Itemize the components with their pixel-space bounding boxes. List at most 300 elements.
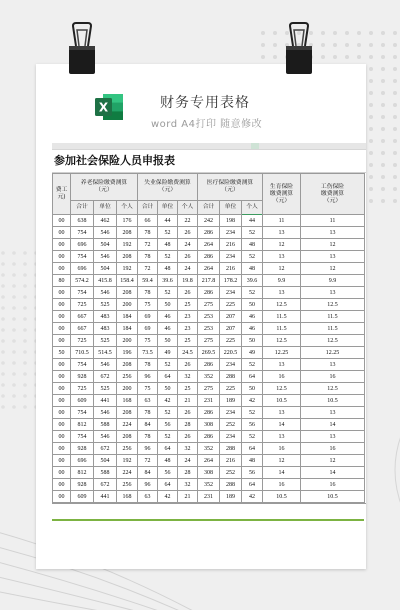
accent-bar	[52, 519, 364, 521]
table-cell[interactable]: 189	[220, 491, 242, 503]
column-header-strip	[52, 143, 366, 150]
table-cell[interactable]: 56	[158, 419, 178, 431]
table-cell[interactable]: 00	[53, 263, 71, 275]
table-cell[interactable]: 50	[158, 383, 178, 395]
table-cell[interactable]: 26	[178, 359, 198, 371]
table-cell[interactable]: 52	[158, 227, 178, 239]
table-cell[interactable]: 253	[198, 323, 220, 335]
table-cell[interactable]: 52	[242, 359, 263, 371]
table-cell[interactable]: 52	[242, 407, 263, 419]
table-cell[interactable]: 269.5	[198, 347, 220, 359]
table-cell[interactable]: 14	[263, 467, 301, 479]
table-cell[interactable]: 754	[71, 359, 94, 371]
table-cell[interactable]: 52	[242, 251, 263, 263]
table-cell[interactable]: 78	[138, 431, 158, 443]
document-paper	[36, 64, 366, 569]
table-cell[interactable]: 754	[71, 431, 94, 443]
table-cell[interactable]: 242	[198, 215, 220, 227]
table-cell[interactable]: 504	[94, 263, 117, 275]
table-cell[interactable]: 52	[242, 431, 263, 443]
table-cell[interactable]: 208	[117, 359, 138, 371]
table-cell[interactable]: 504	[94, 239, 117, 251]
excel-logo-icon	[94, 92, 124, 122]
table-cell[interactable]: 231	[198, 491, 220, 503]
table-cell[interactable]: 52	[158, 407, 178, 419]
table-cell[interactable]: 200	[117, 335, 138, 347]
table-cell[interactable]: 754	[71, 407, 94, 419]
table-cell[interactable]: 252	[220, 419, 242, 431]
table-cell[interactable]: 00	[53, 227, 71, 239]
table-cell[interactable]: 264	[198, 263, 220, 275]
header-pension: 养老保险缴费测算 （元）	[71, 174, 138, 201]
table-cell[interactable]: 00	[53, 467, 71, 479]
table-cell[interactable]: 12.5	[263, 335, 301, 347]
table-cell[interactable]: 50	[158, 299, 178, 311]
table-cell[interactable]: 00	[53, 371, 71, 383]
table-cell[interactable]: 184	[117, 311, 138, 323]
table-cell[interactable]: 546	[94, 407, 117, 419]
subheader-cell: 个人	[178, 201, 198, 215]
table-cell[interactable]: 64	[242, 479, 263, 491]
table-cell[interactable]: 48	[158, 455, 178, 467]
table-cell[interactable]: 48	[158, 239, 178, 251]
table-cell[interactable]: 9.9	[263, 275, 301, 287]
table-cell[interactable]: 16	[263, 371, 301, 383]
table-cell[interactable]: 16	[263, 443, 301, 455]
table-cell[interactable]: 26	[178, 227, 198, 239]
table-cell[interactable]: 50	[53, 347, 71, 359]
table-cell[interactable]: 12	[263, 455, 301, 467]
table-cell[interactable]: 224	[117, 467, 138, 479]
table-cell[interactable]: 50	[242, 299, 263, 311]
subheader-cell-selected[interactable]: 个人	[242, 201, 263, 215]
table-cell[interactable]: 64	[242, 371, 263, 383]
table-cell[interactable]: 192	[117, 239, 138, 251]
table-cell[interactable]: 574.2	[71, 275, 94, 287]
table-cell[interactable]: 158.4	[117, 275, 138, 287]
table-cell[interactable]: 13	[263, 407, 301, 419]
table-cell[interactable]: 32	[178, 479, 198, 491]
table-cell[interactable]: 12	[301, 239, 365, 251]
table-cell[interactable]: 234	[220, 407, 242, 419]
table-cell[interactable]: 00	[53, 479, 71, 491]
table-cell[interactable]: 208	[117, 431, 138, 443]
table-cell[interactable]: 231	[198, 395, 220, 407]
table-cell[interactable]: 00	[53, 491, 71, 503]
table-cell[interactable]: 00	[53, 323, 71, 335]
table-cell[interactable]: 812	[71, 419, 94, 431]
table-cell[interactable]: 24	[178, 239, 198, 251]
table-cell[interactable]: 96	[138, 371, 158, 383]
table-cell[interactable]: 234	[220, 287, 242, 299]
table-cell[interactable]: 196	[117, 347, 138, 359]
table-cell[interactable]: 672	[94, 371, 117, 383]
table-cell[interactable]: 525	[94, 383, 117, 395]
table-cell[interactable]: 308	[198, 419, 220, 431]
table-cell[interactable]: 415.8	[94, 275, 117, 287]
table-cell[interactable]: 14	[301, 467, 365, 479]
table-cell[interactable]: 207	[220, 311, 242, 323]
table-cell[interactable]: 207	[220, 323, 242, 335]
table-cell[interactable]: 11.5	[263, 311, 301, 323]
table-cell[interactable]: 638	[71, 215, 94, 227]
table-cell[interactable]: 26	[178, 431, 198, 443]
table-cell[interactable]: 56	[242, 419, 263, 431]
table-cell[interactable]: 42	[242, 395, 263, 407]
table-cell[interactable]: 216	[220, 239, 242, 251]
table-cell[interactable]: 352	[198, 443, 220, 455]
table-cell[interactable]: 52	[242, 287, 263, 299]
table-row	[53, 443, 365, 455]
table-cell[interactable]: 609	[71, 395, 94, 407]
table-cell[interactable]: 64	[242, 443, 263, 455]
table-cell[interactable]: 198	[220, 215, 242, 227]
document-subtitle: word A4打印 随意修改	[151, 119, 263, 130]
table-cell[interactable]: 208	[117, 287, 138, 299]
table-cell[interactable]: 72	[138, 455, 158, 467]
table-cell[interactable]: 546	[94, 227, 117, 239]
table-cell[interactable]: 00	[53, 455, 71, 467]
table-cell[interactable]: 275	[198, 335, 220, 347]
table-cell[interactable]: 26	[178, 287, 198, 299]
table-cell[interactable]: 288	[220, 479, 242, 491]
table-cell[interactable]: 48	[158, 263, 178, 275]
table-cell[interactable]: 441	[94, 395, 117, 407]
table-cell[interactable]: 252	[220, 467, 242, 479]
table-cell[interactable]: 234	[220, 227, 242, 239]
table-cell[interactable]: 16	[301, 443, 365, 455]
table-cell[interactable]: 42	[242, 491, 263, 503]
table-cell[interactable]: 12.5	[263, 383, 301, 395]
table-cell[interactable]: 25	[178, 335, 198, 347]
table-cell[interactable]: 00	[53, 251, 71, 263]
table-cell[interactable]: 754	[71, 227, 94, 239]
table-cell[interactable]: 546	[94, 359, 117, 371]
table-cell[interactable]: 64	[158, 443, 178, 455]
table-cell[interactable]: 52	[158, 431, 178, 443]
table-cell[interactable]: 00	[53, 359, 71, 371]
table-cell[interactable]: 13	[263, 251, 301, 263]
table-cell[interactable]: 75	[138, 299, 158, 311]
table-cell[interactable]: 10.5	[263, 395, 301, 407]
table-cell[interactable]: 10.5	[263, 491, 301, 503]
table-cell[interactable]: 667	[71, 311, 94, 323]
table-cell[interactable]: 84	[138, 467, 158, 479]
table-cell[interactable]: 928	[71, 443, 94, 455]
table-cell[interactable]: 234	[220, 251, 242, 263]
table-cell[interactable]: 9.9	[301, 275, 365, 287]
table-cell[interactable]: 13	[301, 407, 365, 419]
table-cell[interactable]: 00	[53, 443, 71, 455]
table-cell[interactable]: 12.5	[301, 335, 365, 347]
table-cell[interactable]: 672	[94, 479, 117, 491]
table-cell[interactable]: 13	[301, 359, 365, 371]
table-cell[interactable]: 12	[263, 239, 301, 251]
table-cell[interactable]: 49	[242, 347, 263, 359]
table-cell[interactable]: 69	[138, 311, 158, 323]
table-cell[interactable]: 672	[94, 443, 117, 455]
table-cell[interactable]: 525	[94, 335, 117, 347]
table-cell[interactable]: 225	[220, 335, 242, 347]
table-cell[interactable]: 12.25	[263, 347, 301, 359]
table-cell[interactable]: 50	[242, 383, 263, 395]
table-cell[interactable]: 264	[198, 239, 220, 251]
table-cell[interactable]: 483	[94, 311, 117, 323]
table-cell[interactable]: 26	[178, 251, 198, 263]
table-cell[interactable]: 216	[220, 263, 242, 275]
table-cell[interactable]: 256	[117, 371, 138, 383]
table-cell[interactable]: 48	[242, 239, 263, 251]
table-cell[interactable]: 00	[53, 431, 71, 443]
table-cell[interactable]: 39.6	[158, 275, 178, 287]
table-cell[interactable]: 812	[71, 467, 94, 479]
table-cell[interactable]: 24.5	[178, 347, 198, 359]
table-cell[interactable]: 52	[158, 287, 178, 299]
table-cell[interactable]: 28	[178, 419, 198, 431]
table-cell[interactable]: 200	[117, 383, 138, 395]
table-cell[interactable]: 286	[198, 431, 220, 443]
table-cell[interactable]: 13	[301, 251, 365, 263]
table-cell[interactable]: 696	[71, 455, 94, 467]
table-cell[interactable]: 10.5	[301, 395, 365, 407]
table-cell[interactable]: 66	[138, 215, 158, 227]
table-cell[interactable]: 14	[301, 419, 365, 431]
table-cell[interactable]: 00	[53, 299, 71, 311]
table-cell[interactable]: 44	[242, 215, 263, 227]
table-cell[interactable]: 00	[53, 419, 71, 431]
table-cell[interactable]: 184	[117, 323, 138, 335]
table-cell[interactable]: 11.5	[263, 323, 301, 335]
table-cell[interactable]: 286	[198, 227, 220, 239]
table-cell[interactable]: 21	[178, 395, 198, 407]
table-cell[interactable]: 754	[71, 251, 94, 263]
table-cell[interactable]: 11.5	[301, 311, 365, 323]
table-cell[interactable]: 225	[220, 299, 242, 311]
table-cell[interactable]: 50	[158, 335, 178, 347]
table-cell[interactable]: 25	[178, 299, 198, 311]
table-cell[interactable]: 16	[263, 479, 301, 491]
table-cell[interactable]: 64	[158, 479, 178, 491]
table-cell[interactable]: 308	[198, 467, 220, 479]
document-title: 财务专用表格	[160, 95, 250, 111]
table-cell[interactable]: 11	[301, 215, 365, 227]
table-cell[interactable]: 588	[94, 419, 117, 431]
table-cell[interactable]: 216	[220, 455, 242, 467]
table-cell[interactable]: 192	[117, 263, 138, 275]
table-cell[interactable]: 78	[138, 287, 158, 299]
table-cell[interactable]: 178.2	[220, 275, 242, 287]
table-cell[interactable]: 546	[94, 431, 117, 443]
table-cell[interactable]: 12.5	[301, 299, 365, 311]
table-cell[interactable]: 13	[263, 227, 301, 239]
table-cell[interactable]: 224	[117, 419, 138, 431]
table-cell[interactable]: 00	[53, 407, 71, 419]
table-cell[interactable]: 514.5	[94, 347, 117, 359]
table-cell[interactable]: 189	[220, 395, 242, 407]
table-cell[interactable]: 56	[242, 467, 263, 479]
table-cell[interactable]: 52	[158, 359, 178, 371]
table-cell[interactable]: 13	[301, 227, 365, 239]
table-cell[interactable]: 00	[53, 287, 71, 299]
table-cell[interactable]: 12.25	[301, 347, 365, 359]
table-cell[interactable]: 16	[301, 479, 365, 491]
table-cell[interactable]: 234	[220, 431, 242, 443]
table-cell[interactable]: 168	[117, 491, 138, 503]
table-cell[interactable]: 12	[301, 263, 365, 275]
table-cell[interactable]: 12.5	[263, 299, 301, 311]
table-cell[interactable]: 19.8	[178, 275, 198, 287]
table-cell[interactable]: 546	[94, 287, 117, 299]
table-cell[interactable]: 928	[71, 479, 94, 491]
table-cell[interactable]: 13	[263, 431, 301, 443]
table-cell[interactable]: 42	[158, 395, 178, 407]
table-cell[interactable]: 462	[94, 215, 117, 227]
table-cell[interactable]: 256	[117, 479, 138, 491]
table-cell[interactable]: 46	[242, 323, 263, 335]
table-cell[interactable]: 00	[53, 395, 71, 407]
table-cell[interactable]: 21	[178, 491, 198, 503]
table-cell[interactable]: 72	[138, 239, 158, 251]
table-cell[interactable]: 725	[71, 335, 94, 347]
table-cell[interactable]: 39.6	[242, 275, 263, 287]
table-cell[interactable]: 44	[158, 215, 178, 227]
table-cell[interactable]: 441	[94, 491, 117, 503]
table-cell[interactable]: 168	[117, 395, 138, 407]
table-cell[interactable]: 49	[158, 347, 178, 359]
table-cell[interactable]: 609	[71, 491, 94, 503]
table-cell[interactable]: 32	[178, 371, 198, 383]
table-cell[interactable]: 52	[242, 227, 263, 239]
table-cell[interactable]: 23	[178, 311, 198, 323]
table-cell[interactable]: 225	[220, 383, 242, 395]
table-cell[interactable]: 288	[220, 371, 242, 383]
table-cell[interactable]: 23	[178, 323, 198, 335]
table-cell[interactable]: 00	[53, 311, 71, 323]
table-cell[interactable]: 588	[94, 467, 117, 479]
table-cell[interactable]: 504	[94, 455, 117, 467]
table-cell[interactable]: 25	[178, 383, 198, 395]
table-cell[interactable]: 48	[242, 263, 263, 275]
table-cell[interactable]: 352	[198, 371, 220, 383]
table-cell[interactable]: 42	[158, 491, 178, 503]
table-cell[interactable]: 11.5	[301, 323, 365, 335]
table-cell[interactable]: 220.5	[220, 347, 242, 359]
table-cell[interactable]: 63	[138, 395, 158, 407]
table-cell[interactable]: 200	[117, 299, 138, 311]
table-cell[interactable]: 78	[138, 407, 158, 419]
table-cell[interactable]: 24	[178, 455, 198, 467]
table-cell[interactable]: 13	[301, 287, 365, 299]
table-cell[interactable]: 00	[53, 239, 71, 251]
table-cell[interactable]: 667	[71, 323, 94, 335]
table-cell[interactable]: 46	[158, 323, 178, 335]
table-cell[interactable]: 286	[198, 359, 220, 371]
table-cell[interactable]: 208	[117, 251, 138, 263]
table-cell[interactable]: 286	[198, 407, 220, 419]
table-cell[interactable]: 50	[242, 335, 263, 347]
table-cell[interactable]: 00	[53, 383, 71, 395]
table-cell[interactable]: 13	[263, 287, 301, 299]
table-cell[interactable]: 10.5	[301, 491, 365, 503]
table-cell[interactable]: 754	[71, 287, 94, 299]
table-cell[interactable]: 96	[138, 443, 158, 455]
table-cell[interactable]: 75	[138, 335, 158, 347]
table-cell[interactable]: 192	[117, 455, 138, 467]
table-cell[interactable]: 725	[71, 299, 94, 311]
table-cell[interactable]: 525	[94, 299, 117, 311]
table-cell[interactable]: 696	[71, 263, 94, 275]
table-cell[interactable]: 78	[138, 359, 158, 371]
table-cell[interactable]: 00	[53, 215, 71, 227]
table-cell[interactable]: 96	[138, 479, 158, 491]
table-cell[interactable]: 253	[198, 311, 220, 323]
table-cell[interactable]: 286	[198, 287, 220, 299]
table-cell[interactable]: 275	[198, 383, 220, 395]
table-cell[interactable]: 75	[138, 383, 158, 395]
table-cell[interactable]: 288	[220, 443, 242, 455]
table-cell[interactable]: 48	[242, 455, 263, 467]
table-cell[interactable]: 78	[138, 251, 158, 263]
table-cell[interactable]: 24	[178, 263, 198, 275]
table-cell[interactable]: 12	[301, 455, 365, 467]
table-row	[53, 383, 365, 395]
table-cell[interactable]: 928	[71, 371, 94, 383]
table-cell[interactable]: 12	[263, 263, 301, 275]
table-cell[interactable]: 73.5	[138, 347, 158, 359]
table-cell[interactable]: 264	[198, 455, 220, 467]
table-cell[interactable]: 546	[94, 251, 117, 263]
table-cell[interactable]: 52	[158, 251, 178, 263]
table-cell[interactable]: 234	[220, 359, 242, 371]
table-cell[interactable]: 275	[198, 299, 220, 311]
table-cell[interactable]: 483	[94, 323, 117, 335]
table-cell[interactable]: 32	[178, 443, 198, 455]
table-cell[interactable]: 80	[53, 275, 71, 287]
table-cell[interactable]: 13	[301, 431, 365, 443]
table-cell[interactable]: 64	[158, 371, 178, 383]
table-cell[interactable]: 710.5	[71, 347, 94, 359]
table-cell[interactable]: 00	[53, 335, 71, 347]
table-cell[interactable]: 59.4	[138, 275, 158, 287]
table-cell[interactable]: 352	[198, 479, 220, 491]
table-cell[interactable]: 72	[138, 263, 158, 275]
table-cell[interactable]: 286	[198, 251, 220, 263]
table-cell[interactable]: 13	[263, 359, 301, 371]
table-cell[interactable]: 56	[158, 467, 178, 479]
table-cell[interactable]: 69	[138, 323, 158, 335]
table-cell[interactable]: 22	[178, 215, 198, 227]
table-cell[interactable]: 11	[263, 215, 301, 227]
table-cell[interactable]: 26	[178, 407, 198, 419]
table-cell[interactable]: 63	[138, 491, 158, 503]
table-cell[interactable]: 725	[71, 383, 94, 395]
table-cell[interactable]: 46	[158, 311, 178, 323]
table-cell[interactable]: 176	[117, 215, 138, 227]
table-cell[interactable]: 256	[117, 443, 138, 455]
table-cell[interactable]: 46	[242, 311, 263, 323]
table-cell[interactable]: 14	[263, 419, 301, 431]
table-cell[interactable]: 78	[138, 227, 158, 239]
table-cell[interactable]: 696	[71, 239, 94, 251]
table-cell[interactable]: 84	[138, 419, 158, 431]
table-cell[interactable]: 208	[117, 407, 138, 419]
table-cell[interactable]: 208	[117, 227, 138, 239]
table-cell[interactable]: 217.8	[198, 275, 220, 287]
selected-column-marker	[251, 143, 259, 149]
table-cell[interactable]: 12.5	[301, 383, 365, 395]
table-cell[interactable]: 16	[301, 371, 365, 383]
table-cell[interactable]: 28	[178, 467, 198, 479]
